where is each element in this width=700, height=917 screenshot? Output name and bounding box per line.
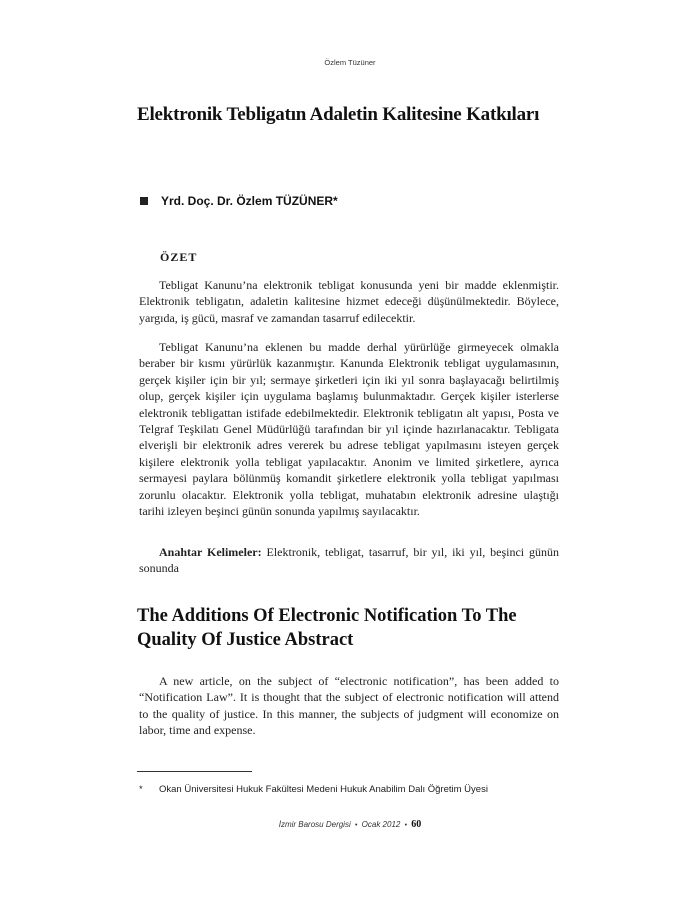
paragraph-text: A new article, on the subject of “electronic notification”, has been added to “Notification Law”. It is thought that the subject of electronic notification will attend to the quality of justice. In this manner, the subjects of judgment will economize on labor, time and expense. [139,674,559,738]
paragraph-text: Tebligat Kanunu’na eklenen bu madde derhal yürürlüğe girmeyecek olmakla beraber bir kısmı yürürlük kazanmıştır. Kanunda Elektronik tebligat uygulamasının, gerçek kişiler için bir yıl; sermaye şirketleri için iki yıl sonra başlayacağı belirtilmiş olup, gerçek kişiler için uygulama başlamış bulunmaktadır. Gerçek kişiler isterlerse elektronik tebligattan istifade edebilmektedir. Elektronik tebligatın alt yapısı, Posta ve Telgraf Teşkilatı Genel Müdürlüğü tarafından bir yıl içinde hazırlanacaktır. Tebligata elverişli bir elektronik adres vererek bu adrese tebligat yapılmasını isteyen gerçek kişilere elektronik yolla tebligat yapılacaktır. Anonim ve limited şirketlere, ayrıca sermayesi paylara bölünmüş komandit şirketlere elektronik yolla tebligat yapılması zorunlu olacaktır. Elektronik yolla tebligat, muhatabın elektronik adresine ulaştığı tarihi izleyen beşinci günün sonunda yapılmış sayılacaktır. [139,340,559,519]
footer-separator: • [354,822,358,829]
abstract-heading-tr: ÖZET [160,250,198,264]
running-head: Özlem Tüzüner [324,58,376,67]
author-line [140,194,570,208]
footnote-divider [137,771,252,772]
paragraph-text: Tebligat Kanunu’na elektronik tebligat konusunda yeni bir madde eklenmiştir. Elektronik tebligatın, adaletin kalitesine hizmet edeceği düşünülmektedir. Böylece, yargıda, iş gücü, masraf ve zamandan tasarruf edilecektir. [139,278,559,325]
author-footnote-marker: * [333,194,338,208]
footnote [139,784,569,795]
abstract-tr-paragraph-2 [139,339,559,519]
article-title-tr: Elektronik Tebligatın Adaletin Kalitesine Katkıları [137,104,540,125]
page-footer [0,819,700,830]
square-bullet-icon [140,197,148,205]
footnote-marker: * [139,784,143,795]
abstract-en-paragraph [139,673,559,739]
abstract-tr-paragraph-1 [139,277,559,326]
keywords-text: Elektronik, tebligat, tasarruf, bir yıl, iki yıl, beşinci günün sonunda [139,545,559,576]
footnote-text: Okan Üniversitesi Hukuk Fakültesi Medeni Hukuk Anabilim Dalı Öğretim Üyesi [159,784,488,795]
keywords-label: Anahtar Kelimeler: [159,545,262,559]
issue-date: Ocak 2012 [361,820,401,829]
footer-separator: • [404,822,408,829]
page-number: 60 [411,819,422,830]
article-title-en: The Additions Of Electronic Notification To The Quality Of Justice Abstract [137,606,517,650]
keywords-block [139,544,559,577]
journal-name: İzmir Barosu Dergisi [278,820,351,829]
author-name: Yrd. Doç. Dr. Özlem TÜZÜNER [161,194,334,208]
